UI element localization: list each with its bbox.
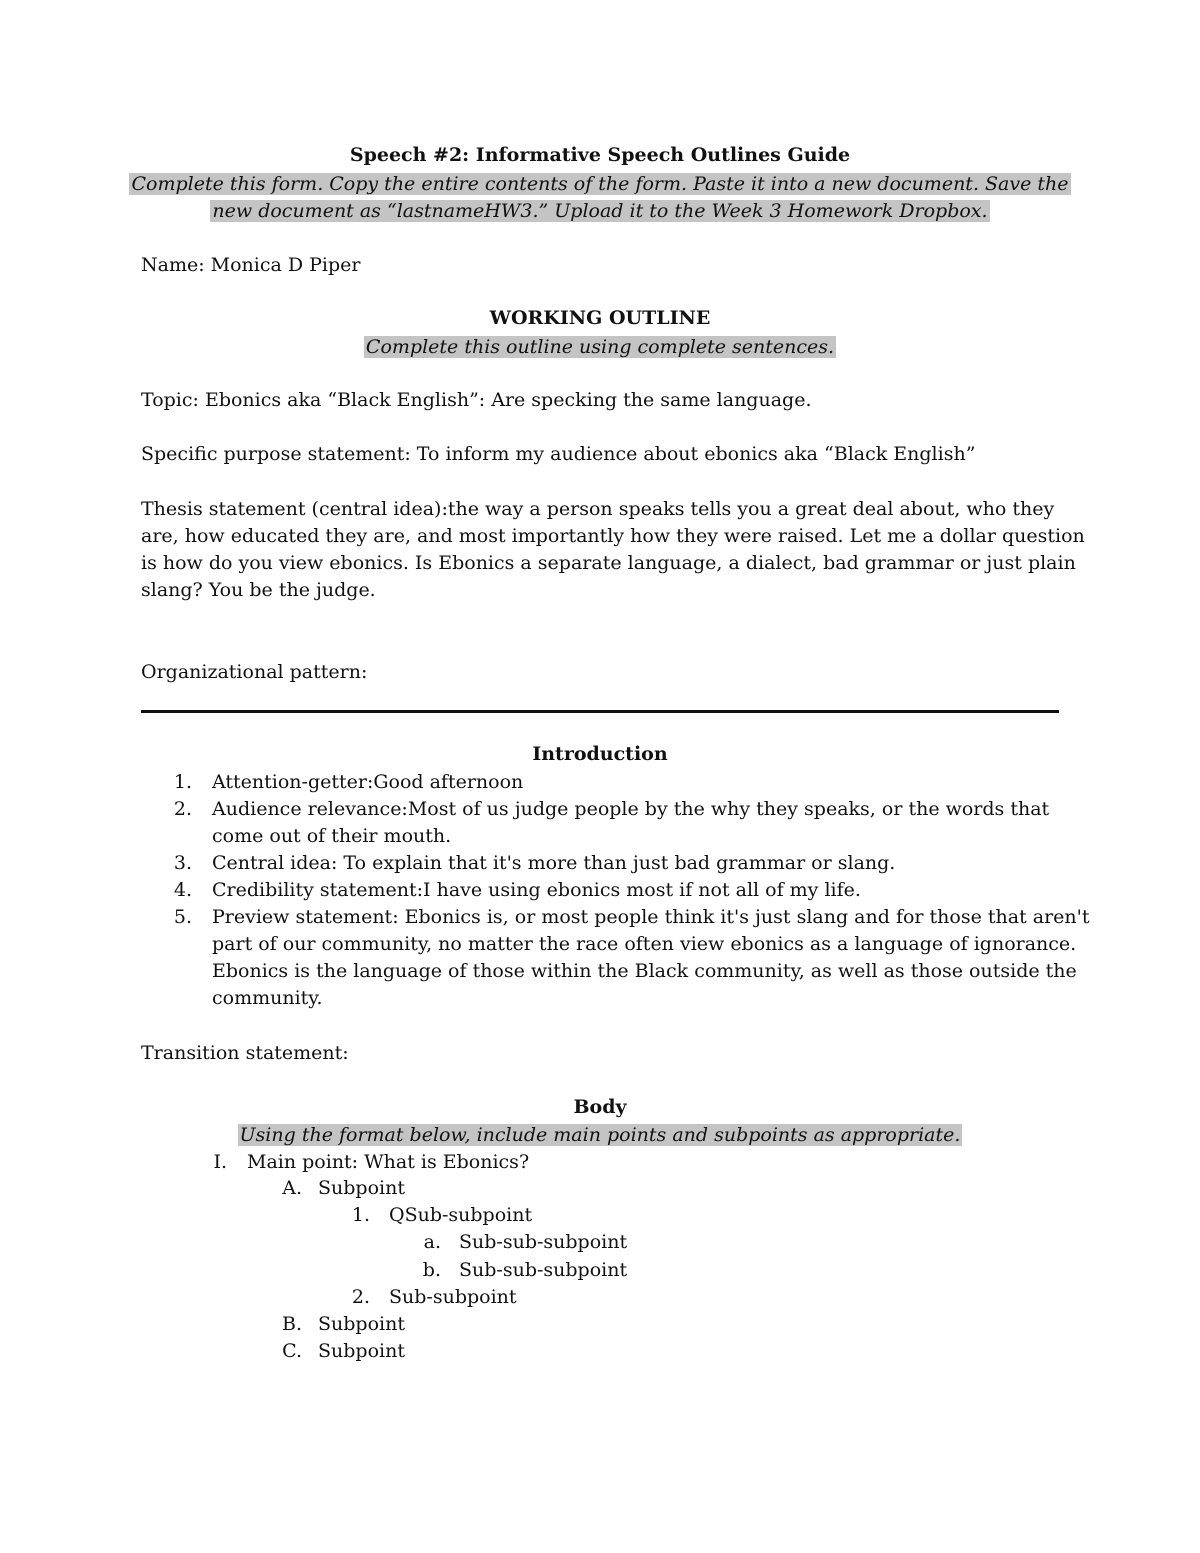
name-line: Name: Monica D Piper	[141, 254, 361, 276]
intro-item-number: 5.	[173, 906, 192, 928]
intro-item-text: community.	[212, 987, 323, 1009]
introduction-heading: Introduction	[532, 743, 668, 765]
outline-sub-sub-subpoint: Sub-sub-subpoint	[459, 1259, 628, 1281]
intro-item-text: come out of their mouth.	[212, 825, 452, 847]
intro-item-text: part of our community, no matter the race often view ebonics as a language of ignorance.	[212, 933, 1077, 955]
intro-item-text: Ebonics is the language of those within the Black community, as well as those outside the	[212, 960, 1077, 982]
thesis-line-2: are, how educated they are, and most importantly how they were raised. Let me a dollar question	[141, 525, 1085, 547]
thesis-line-1: Thesis statement (central idea):the way a person speaks tells you a great deal about, who they	[141, 498, 1055, 520]
horizontal-rule	[141, 710, 1059, 713]
intro-item-text: Credibility statement:I have using ebonics most if not all of my life.	[212, 879, 861, 901]
instructions-line-1: Complete this form. Copy the entire contents of the form. Paste it into a new document. Save the	[131, 173, 1069, 195]
intro-item-number: 2.	[173, 798, 192, 820]
intro-item-text: Preview statement: Ebonics is, or most people think it's just slang and for those that aren't	[212, 906, 1090, 928]
transition-statement-line: Transition statement:	[141, 1042, 349, 1064]
intro-item-text: Central idea: To explain that it's more than just bad grammar or slang.	[212, 852, 896, 874]
document-title: Speech #2: Informative Speech Outlines Guide	[349, 144, 851, 166]
outline-marker-sub: A.	[282, 1177, 302, 1199]
outline-marker-main: I.	[213, 1151, 227, 1173]
thesis-line-3: is how do you view ebonics. Is Ebonics a separate language, a dialect, bad grammar or just plain	[141, 552, 1076, 574]
outline-marker-sub: B.	[281, 1313, 302, 1335]
outline-subpoint: Subpoint	[318, 1340, 405, 1362]
working-outline-heading: WORKING OUTLINE	[489, 307, 711, 329]
outline-marker-subsub: 1.	[351, 1204, 370, 1226]
outline-subpoint: Subpoint	[318, 1313, 405, 1335]
intro-item-number: 4.	[173, 879, 192, 901]
intro-item-text: Attention-getter:Good afternoon	[212, 771, 524, 793]
organizational-pattern-line: Organizational pattern:	[141, 661, 368, 683]
intro-item-number: 1.	[173, 771, 192, 793]
outline-main-point: Main point: What is Ebonics?	[247, 1151, 530, 1173]
body-heading: Body	[573, 1096, 627, 1118]
instructions-line-2: new document as “lastnameHW3.” Upload it to the Week 3 Homework Dropbox.	[212, 200, 988, 222]
outline-sub-sub-subpoint: Sub-sub-subpoint	[459, 1231, 628, 1253]
thesis-line-4: slang? You be the judge.	[141, 579, 376, 601]
specific-purpose-line: Specific purpose statement: To inform my audience about ebonics aka “Black English”	[141, 443, 976, 465]
outline-subpoint: Subpoint	[318, 1177, 405, 1199]
body-instruction: Using the format below, include main points and subpoints as appropriate.	[239, 1124, 961, 1146]
intro-item-text: Audience relevance:Most of us judge people by the why they speaks, or the words that	[212, 798, 1050, 820]
intro-item-number: 3.	[173, 852, 192, 874]
outline-marker-subsub: 2.	[351, 1286, 370, 1308]
outline-marker-sub: C.	[282, 1340, 302, 1362]
outline-marker-subsubsub: a.	[423, 1231, 441, 1253]
outline-sub-subpoint: Sub-subpoint	[389, 1286, 517, 1308]
topic-line: Topic: Ebonics aka “Black English”: Are specking the same language.	[141, 389, 812, 411]
working-outline-instruction: Complete this outline using complete sentences.	[365, 336, 835, 358]
outline-marker-subsubsub: b.	[422, 1259, 441, 1281]
outline-sub-subpoint: QSub-subpoint	[389, 1204, 533, 1226]
